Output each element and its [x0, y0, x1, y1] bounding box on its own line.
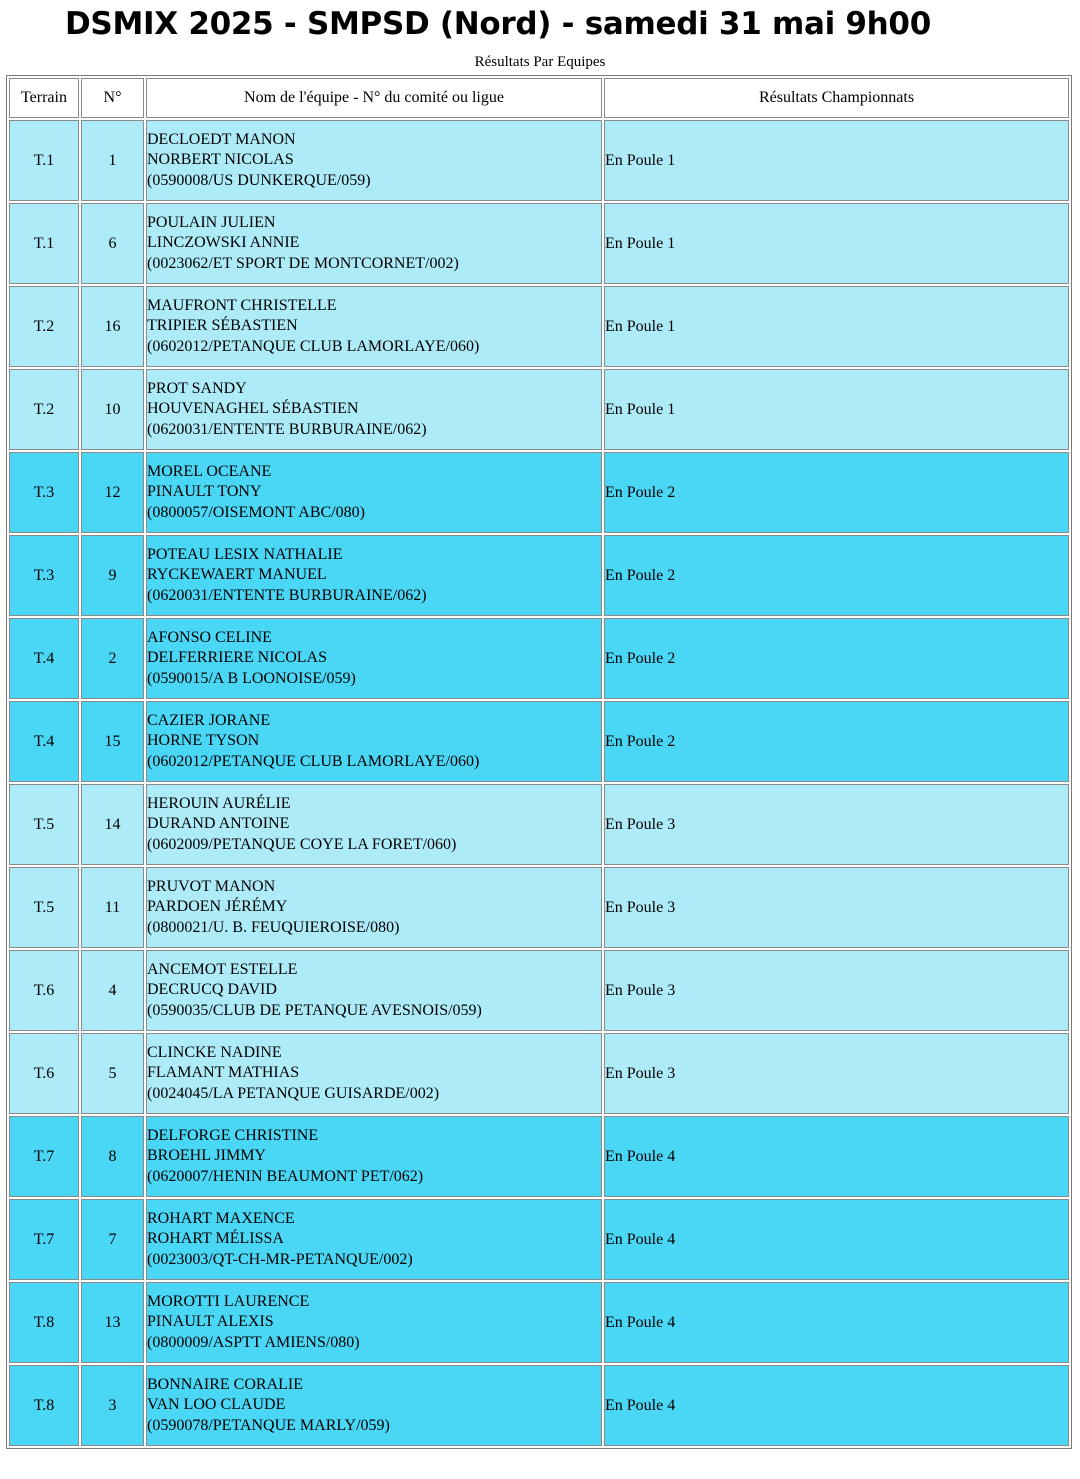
- team-number-cell: 3: [81, 1365, 144, 1446]
- player-1-name: MOREL OCEANE: [147, 462, 272, 480]
- table-row: [9, 203, 1069, 284]
- terrain-cell: T.4: [9, 618, 79, 699]
- player-2-name: HOUVENAGHEL SÉBASTIEN: [147, 400, 359, 418]
- terrain-cell: T.4: [9, 701, 79, 782]
- club-info: (0590008/US DUNKERQUE/059): [147, 171, 371, 189]
- player-1-name: PRUVOT MANON: [147, 877, 276, 895]
- player-1-name: AFONSO CELINE: [147, 628, 272, 646]
- team-number-cell: 11: [81, 867, 144, 948]
- results-table: [6, 75, 1072, 1449]
- player-2-name: DURAND ANTOINE: [147, 815, 290, 833]
- player-1-name: ROHART MAXENCE: [147, 1209, 295, 1227]
- header-row: [9, 78, 1069, 118]
- table-body: [9, 120, 1069, 1446]
- table-row: [9, 452, 1069, 533]
- player-1-name: CAZIER JORANE: [147, 711, 271, 729]
- table-row: [9, 701, 1069, 782]
- player-2-name: PINAULT ALEXIS: [147, 1313, 274, 1331]
- table-row: [9, 369, 1069, 450]
- result-cell: En Poule 2: [604, 701, 1069, 782]
- player-1-name: POULAIN JULIEN: [147, 213, 276, 231]
- team-cell: [146, 452, 602, 533]
- team-number-cell: 16: [81, 286, 144, 367]
- club-info: (0620031/ENTENTE BURBURAINE/062): [147, 420, 427, 438]
- team-cell: [146, 950, 602, 1031]
- terrain-cell: T.2: [9, 286, 79, 367]
- terrain-cell: T.8: [9, 1365, 79, 1446]
- team-number-cell: 12: [81, 452, 144, 533]
- page-title: DSMIX 2025 - SMPSD (Nord) - samedi 31 mai 9h00: [65, 6, 931, 42]
- player-2-name: RYCKEWAERT MANUEL: [147, 566, 327, 584]
- terrain-cell: T.3: [9, 535, 79, 616]
- club-info: (0602012/PETANQUE CLUB LAMORLAYE/060): [147, 337, 480, 355]
- player-2-name: PARDOEN JÉRÉMY: [147, 898, 288, 916]
- table-row: [9, 867, 1069, 948]
- player-1-name: HEROUIN AURÉLIE: [147, 794, 291, 812]
- player-2-name: BROEHL JIMMY: [147, 1147, 266, 1165]
- team-number-cell: 14: [81, 784, 144, 865]
- result-cell: En Poule 3: [604, 784, 1069, 865]
- club-info: (0620031/ENTENTE BURBURAINE/062): [147, 586, 427, 604]
- club-info: (0590035/CLUB DE PETANQUE AVESNOIS/059): [147, 1001, 482, 1019]
- table-row: [9, 286, 1069, 367]
- table-row: [9, 950, 1069, 1031]
- club-info: (0800009/ASPTT AMIENS/080): [147, 1333, 360, 1351]
- player-1-name: BONNAIRE CORALIE: [147, 1375, 303, 1393]
- result-cell: En Poule 4: [604, 1282, 1069, 1363]
- player-1-name: MAUFRONT CHRISTELLE: [147, 296, 337, 314]
- terrain-cell: T.3: [9, 452, 79, 533]
- terrain-cell: T.6: [9, 1033, 79, 1114]
- club-info: (0590078/PETANQUE MARLY/059): [147, 1416, 390, 1434]
- terrain-cell: T.5: [9, 867, 79, 948]
- player-2-name: PINAULT TONY: [147, 483, 262, 501]
- terrain-cell: T.1: [9, 203, 79, 284]
- team-number-cell: 10: [81, 369, 144, 450]
- table-header: [9, 78, 1069, 118]
- team-number-cell: 5: [81, 1033, 144, 1114]
- team-cell: [146, 784, 602, 865]
- player-2-name: ROHART MÉLISSA: [147, 1230, 284, 1248]
- team-cell: [146, 867, 602, 948]
- result-cell: En Poule 4: [604, 1365, 1069, 1446]
- player-2-name: HORNE TYSON: [147, 732, 260, 750]
- player-1-name: ANCEMOT ESTELLE: [147, 960, 298, 978]
- result-cell: En Poule 1: [604, 120, 1069, 201]
- table-row: [9, 1199, 1069, 1280]
- result-cell: En Poule 3: [604, 867, 1069, 948]
- team-number-cell: 1: [81, 120, 144, 201]
- team-cell: [146, 369, 602, 450]
- team-cell: [146, 618, 602, 699]
- club-info: (0800057/OISEMONT ABC/080): [147, 503, 365, 521]
- team-cell: [146, 1116, 602, 1197]
- team-number-cell: 13: [81, 1282, 144, 1363]
- team-number-cell: 4: [81, 950, 144, 1031]
- result-cell: En Poule 2: [604, 618, 1069, 699]
- team-cell: [146, 535, 602, 616]
- club-info: (0590015/A B LOONOISE/059): [147, 669, 356, 687]
- table-row: [9, 1282, 1069, 1363]
- header-number: N°: [81, 78, 144, 118]
- header-team-name: Nom de l'équipe - N° du comité ou ligue: [146, 78, 602, 118]
- result-cell: En Poule 4: [604, 1116, 1069, 1197]
- terrain-cell: T.1: [9, 120, 79, 201]
- result-cell: En Poule 3: [604, 950, 1069, 1031]
- table-subtitle: Résultats Par Equipes: [474, 54, 606, 70]
- table-row: [9, 1033, 1069, 1114]
- result-cell: En Poule 4: [604, 1199, 1069, 1280]
- team-cell: [146, 1199, 602, 1280]
- team-cell: [146, 1282, 602, 1363]
- result-cell: En Poule 2: [604, 452, 1069, 533]
- team-number-cell: 8: [81, 1116, 144, 1197]
- team-number-cell: 2: [81, 618, 144, 699]
- table-row: [9, 1365, 1069, 1446]
- team-number-cell: 15: [81, 701, 144, 782]
- terrain-cell: T.7: [9, 1199, 79, 1280]
- result-cell: En Poule 2: [604, 535, 1069, 616]
- player-1-name: DELFORGE CHRISTINE: [147, 1126, 319, 1144]
- player-2-name: NORBERT NICOLAS: [147, 151, 294, 169]
- result-cell: En Poule 3: [604, 1033, 1069, 1114]
- team-cell: [146, 1033, 602, 1114]
- team-number-cell: 6: [81, 203, 144, 284]
- header-terrain: Terrain: [9, 78, 79, 118]
- team-cell: [146, 203, 602, 284]
- player-1-name: PROT SANDY: [147, 379, 247, 397]
- result-cell: En Poule 1: [604, 286, 1069, 367]
- result-cell: En Poule 1: [604, 369, 1069, 450]
- player-2-name: VAN LOO CLAUDE: [147, 1396, 286, 1414]
- club-info: (0023062/ET SPORT DE MONTCORNET/002): [147, 254, 459, 272]
- player-1-name: POTEAU LESIX NATHALIE: [147, 545, 343, 563]
- player-1-name: DECLOEDT MANON: [147, 130, 296, 148]
- club-info: (0024045/LA PETANQUE GUISARDE/002): [147, 1084, 440, 1102]
- player-1-name: CLINCKE NADINE: [147, 1043, 282, 1061]
- team-number-cell: 9: [81, 535, 144, 616]
- team-cell: [146, 701, 602, 782]
- terrain-cell: T.5: [9, 784, 79, 865]
- team-cell: [146, 286, 602, 367]
- table-row: [9, 618, 1069, 699]
- team-cell: [146, 1365, 602, 1446]
- header-results: Résultats Championnats: [604, 78, 1069, 118]
- club-info: (0023003/QT-CH-MR-PETANQUE/002): [147, 1250, 413, 1268]
- club-info: (0602012/PETANQUE CLUB LAMORLAYE/060): [147, 752, 480, 770]
- team-cell: [146, 120, 602, 201]
- table-row: [9, 535, 1069, 616]
- player-2-name: DELFERRIERE NICOLAS: [147, 649, 327, 667]
- team-number-cell: 7: [81, 1199, 144, 1280]
- player-2-name: LINCZOWSKI ANNIE: [147, 234, 300, 252]
- terrain-cell: T.2: [9, 369, 79, 450]
- table-row: [9, 120, 1069, 201]
- player-2-name: TRIPIER SÉBASTIEN: [147, 317, 298, 335]
- player-1-name: MOROTTI LAURENCE: [147, 1292, 310, 1310]
- terrain-cell: T.8: [9, 1282, 79, 1363]
- club-info: (0620007/HENIN BEAUMONT PET/062): [147, 1167, 424, 1185]
- table-row: [9, 784, 1069, 865]
- club-info: (0602009/PETANQUE COYE LA FORET/060): [147, 835, 457, 853]
- club-info: (0800021/U. B. FEUQUIEROISE/080): [147, 918, 400, 936]
- terrain-cell: T.7: [9, 1116, 79, 1197]
- player-2-name: DECRUCQ DAVID: [147, 981, 277, 999]
- result-cell: En Poule 1: [604, 203, 1069, 284]
- table-row: [9, 1116, 1069, 1197]
- player-2-name: FLAMANT MATHIAS: [147, 1064, 300, 1082]
- terrain-cell: T.6: [9, 950, 79, 1031]
